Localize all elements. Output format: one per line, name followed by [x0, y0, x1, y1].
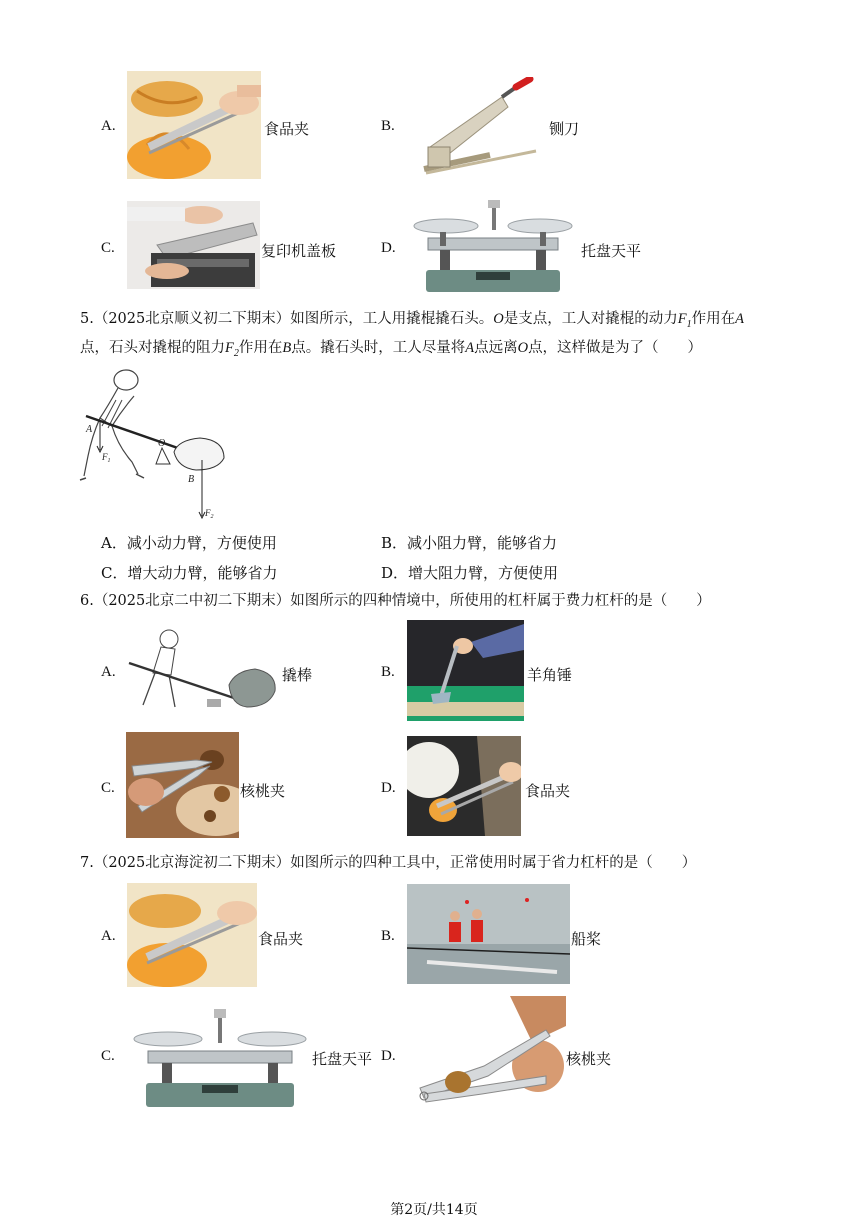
q5-stem-line-2: 点，石头对撬棍的阻力$F_2$作用在B点。撬石头时，工人尽量将A点远离O点，这样做是为了（ ） [80, 340, 703, 359]
q6-option-a-crowbar-figure [127, 627, 279, 713]
q5-crowbar-figure [78, 366, 230, 522]
q7-option-a-letter: A. [101, 928, 116, 944]
q5-figure-label-o: O [158, 438, 166, 449]
q7-stem: 7.（2025北京海淀初二下期末）如图所示的四种工具中，正常使用时属于省力杠杆的是（ ） [80, 855, 697, 871]
q5-option-a: A．减小动力臂，方便使用 [101, 534, 277, 552]
q4-option-b-caption: 铡刀 [549, 120, 580, 138]
q4-option-b-letter: B. [381, 118, 395, 134]
q5-figure-label-b: B [188, 474, 195, 485]
q7-option-b-rowing-photo [407, 884, 570, 984]
q5-figure-label-a: A [86, 424, 93, 435]
q7-option-c-pan-balance-image [130, 1007, 310, 1109]
q4-option-d-letter: D. [381, 240, 396, 256]
q7-option-d-caption: 核桃夹 [566, 1050, 612, 1068]
q7-option-c-caption: 托盘天平 [312, 1050, 373, 1068]
q4-option-c-letter: C. [101, 240, 115, 256]
q6-option-c-letter: C. [101, 780, 115, 796]
q5-option-c: C．增大动力臂，能够省力 [101, 564, 278, 582]
q6-stem: 6.（2025北京二中初二下期末）如图所示的四种情境中，所使用的杠杆属于费力杠杆的是（ ） [80, 593, 711, 609]
q6-option-d-letter: D. [381, 780, 396, 796]
q4-option-d-caption: 托盘天平 [581, 242, 642, 260]
q4-option-d-pan-balance-image [410, 196, 575, 294]
q6-option-c-caption: 核桃夹 [240, 782, 286, 800]
q6-option-d-caption: 食品夹 [525, 782, 571, 800]
q7-option-a-food-tongs-photo [127, 883, 257, 987]
q5-figure-label-f2: $F_2$ [205, 508, 214, 520]
q5-stem-line-1: 5.（2025北京顺义初二下期末）如图所示，工人用撬棍撬石头。O是支点，工人对撬棍的动力$F_1$作用在A [80, 311, 744, 330]
q4-option-a-caption: 食品夹 [264, 120, 310, 138]
q7-option-d-letter: D. [381, 1048, 396, 1064]
q6-option-a-caption: 撬棒 [282, 666, 313, 684]
q7-option-b-caption: 船桨 [571, 930, 602, 948]
q7-option-d-nutcracker-photo [414, 996, 566, 1104]
q6-option-c-nutcracker-photo [126, 732, 239, 838]
q7-option-a-caption: 食品夹 [258, 930, 304, 948]
q6-option-b-caption: 羊角锤 [527, 666, 573, 684]
q6-option-d-food-tongs-photo [407, 736, 521, 836]
page-number-footer: 第2页/共14页 [390, 1202, 478, 1218]
q7-option-b-letter: B. [381, 928, 395, 944]
q6-option-b-letter: B. [381, 664, 395, 680]
q4-option-c-caption: 复印机盖板 [261, 242, 337, 260]
q4-option-b-guillotine-cutter-image [418, 77, 538, 180]
q5-figure-label-f1: $F_1$ [102, 452, 111, 464]
q6-option-a-letter: A. [101, 664, 116, 680]
q4-option-a-food-tongs-photo [127, 71, 261, 179]
q4-option-a-letter: A. [101, 118, 116, 134]
q5-option-b: B．减小阻力臂，能够省力 [381, 534, 558, 552]
q4-option-c-copier-lid-photo [127, 201, 260, 289]
q5-option-d: D．增大阻力臂，方便使用 [381, 564, 559, 582]
q7-option-c-letter: C. [101, 1048, 115, 1064]
q6-option-b-claw-hammer-photo [407, 620, 524, 721]
